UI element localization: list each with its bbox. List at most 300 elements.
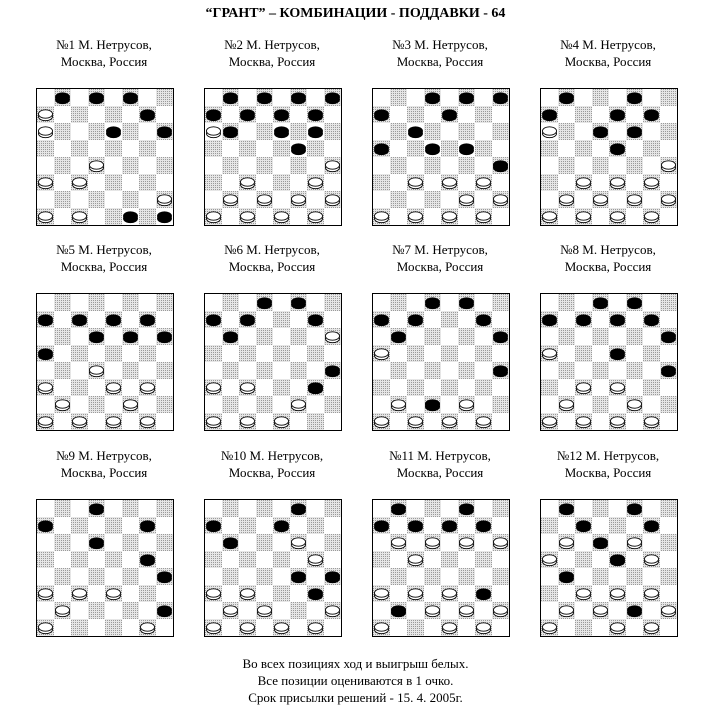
checkers-board [540,499,678,637]
light-square [290,619,307,636]
dark-square [475,345,492,362]
dark-square [458,157,475,174]
light-square [290,345,307,362]
white-checker-icon [494,195,508,206]
problem-label: №9 М. Нетрусов, [56,448,152,463]
white-checker-icon [124,400,138,411]
white-checker-icon [309,212,323,223]
dark-square [643,379,660,396]
dark-square [88,123,105,140]
light-square [626,413,643,430]
dark-square [475,551,492,568]
checkers-board [204,88,342,226]
light-square [71,568,88,585]
black-checker-icon [309,315,323,326]
dark-square [390,568,407,585]
dark-square [626,157,643,174]
light-square [239,328,256,345]
white-checker-icon [39,383,53,394]
black-checker-icon [124,332,138,343]
light-square [492,345,509,362]
light-square [71,328,88,345]
black-checker-icon [224,93,238,104]
light-square [492,379,509,396]
black-checker-icon [124,212,138,223]
light-square [558,208,575,225]
white-checker-icon [73,178,87,189]
dark-square [54,157,71,174]
light-square [156,379,173,396]
dark-square [239,140,256,157]
black-checker-icon [90,93,104,104]
white-checker-icon [39,212,53,223]
light-square [407,396,424,413]
light-square [122,311,139,328]
black-checker-icon [611,144,625,155]
white-checker-icon [409,212,423,223]
checkers-board [372,499,510,637]
light-square [88,619,105,636]
light-square [660,106,677,123]
light-square [54,208,71,225]
light-square [222,585,239,602]
black-checker-icon [141,315,155,326]
black-checker-icon [207,315,221,326]
black-checker-icon [460,504,474,515]
white-checker-icon [141,383,155,394]
light-square [256,585,273,602]
problem-label: №7 М. Нетрусов, [392,242,488,257]
light-square [273,157,290,174]
light-square [558,413,575,430]
light-square [575,534,592,551]
light-square [458,619,475,636]
light-square [139,362,156,379]
light-square [88,208,105,225]
dark-square [324,500,341,517]
white-checker-icon [207,127,221,138]
footer-line-1: Во всех позициях ход и выигрыш белых. [242,656,469,671]
dark-square [541,174,558,191]
black-checker-icon [326,572,340,583]
white-checker-icon [443,212,457,223]
dark-square [54,362,71,379]
light-square [390,551,407,568]
black-checker-icon [107,127,121,138]
light-square [592,140,609,157]
black-checker-icon [460,93,474,104]
dark-square [324,123,341,140]
dark-square [626,328,643,345]
white-checker-icon [443,589,457,600]
light-square [492,140,509,157]
dark-square [558,294,575,311]
dark-square [273,379,290,396]
black-checker-icon [375,521,389,532]
problem-place: Москва, Россия [396,259,484,274]
light-square [307,294,324,311]
light-square [441,362,458,379]
white-checker-icon [375,212,389,223]
light-square [222,174,239,191]
black-checker-icon [628,127,642,138]
dark-square [105,619,122,636]
white-checker-icon [662,606,676,617]
light-square [475,396,492,413]
light-square [324,208,341,225]
light-square [592,585,609,602]
light-square [239,294,256,311]
dark-square [71,345,88,362]
board-svg [37,294,173,430]
dark-square [407,619,424,636]
board-svg [205,89,341,225]
dark-square [54,500,71,517]
light-square [575,362,592,379]
black-checker-icon [73,315,87,326]
white-checker-icon [628,538,642,549]
light-square [407,328,424,345]
light-square [660,208,677,225]
white-checker-icon [645,555,659,566]
light-square [424,585,441,602]
light-square [643,294,660,311]
light-square [407,500,424,517]
light-square [205,362,222,379]
light-square [609,500,626,517]
problem-caption [523,447,693,481]
light-square [643,328,660,345]
light-square [626,517,643,534]
light-square [105,191,122,208]
light-square [37,157,54,174]
dark-square [407,379,424,396]
light-square [54,379,71,396]
light-square [37,602,54,619]
white-checker-icon [292,538,306,549]
black-checker-icon [207,521,221,532]
light-square [139,500,156,517]
light-square [71,362,88,379]
white-checker-icon [426,538,440,549]
light-square [407,568,424,585]
black-checker-icon [292,93,306,104]
light-square [273,191,290,208]
problem-place: Москва, Россия [60,54,148,69]
light-square [239,123,256,140]
light-square [256,208,273,225]
light-square [475,294,492,311]
dark-square [307,345,324,362]
black-checker-icon [141,555,155,566]
white-checker-icon [39,127,53,138]
light-square [139,568,156,585]
light-square [541,534,558,551]
dark-square [307,517,324,534]
black-checker-icon [39,521,53,532]
problem-caption [355,447,525,481]
dark-square [424,157,441,174]
light-square [390,208,407,225]
light-square [373,191,390,208]
light-square [290,551,307,568]
black-checker-icon [477,521,491,532]
dark-square [122,191,139,208]
white-checker-icon [39,110,53,121]
light-square [256,311,273,328]
black-checker-icon [628,606,642,617]
light-square [390,345,407,362]
board-svg [205,294,341,430]
dark-square [458,123,475,140]
light-square [54,585,71,602]
light-square [407,89,424,106]
dark-square [390,123,407,140]
checkers-board [540,293,678,431]
black-checker-icon [158,606,172,617]
light-square [37,328,54,345]
black-checker-icon [409,315,423,326]
black-checker-icon [662,332,676,343]
light-square [424,379,441,396]
dark-square [407,140,424,157]
light-square [205,191,222,208]
light-square [256,619,273,636]
black-checker-icon [628,504,642,515]
white-checker-icon [309,623,323,634]
light-square [475,568,492,585]
dark-square [441,379,458,396]
problem-caption [523,36,693,70]
light-square [424,619,441,636]
light-square [643,534,660,551]
light-square [660,379,677,396]
light-square [492,619,509,636]
dark-square [424,191,441,208]
light-square [205,500,222,517]
white-checker-icon [141,623,155,634]
light-square [256,379,273,396]
white-checker-icon [258,195,272,206]
dark-square [558,123,575,140]
light-square [475,328,492,345]
white-checker-icon [645,212,659,223]
light-square [156,517,173,534]
light-square [324,619,341,636]
white-checker-icon [645,623,659,634]
black-checker-icon [309,383,323,394]
light-square [660,619,677,636]
black-checker-icon [611,555,625,566]
light-square [273,568,290,585]
light-square [222,208,239,225]
white-checker-icon [241,623,255,634]
light-square [256,106,273,123]
light-square [660,517,677,534]
light-square [441,123,458,140]
black-checker-icon [158,572,172,583]
white-checker-icon [241,383,255,394]
light-square [105,534,122,551]
light-square [139,157,156,174]
black-checker-icon [543,315,557,326]
white-checker-icon [39,178,53,189]
white-checker-icon [275,212,289,223]
light-square [458,413,475,430]
light-square [609,294,626,311]
black-checker-icon [90,504,104,515]
white-checker-icon [107,383,121,394]
dark-square [222,396,239,413]
problem-place: Москва, Россия [228,259,316,274]
dark-square [54,123,71,140]
black-checker-icon [426,400,440,411]
light-square [54,140,71,157]
light-square [273,294,290,311]
light-square [643,157,660,174]
black-checker-icon [611,349,625,360]
black-checker-icon [224,538,238,549]
light-square [105,89,122,106]
light-square [205,534,222,551]
black-checker-icon [141,110,155,121]
light-square [660,413,677,430]
black-checker-icon [241,315,255,326]
light-square [71,500,88,517]
black-checker-icon [158,127,172,138]
light-square [424,413,441,430]
light-square [156,619,173,636]
problem-caption [187,447,357,481]
dark-square [256,500,273,517]
black-checker-icon [543,110,557,121]
light-square [475,191,492,208]
dark-square [424,362,441,379]
dark-square [105,517,122,534]
light-square [273,534,290,551]
light-square [88,174,105,191]
white-checker-icon [577,212,591,223]
light-square [290,379,307,396]
light-square [424,106,441,123]
light-square [205,396,222,413]
light-square [609,602,626,619]
light-square [54,619,71,636]
light-square [239,602,256,619]
dark-square [373,379,390,396]
light-square [139,294,156,311]
light-square [54,106,71,123]
white-checker-icon [645,417,659,428]
dark-square [256,157,273,174]
light-square [592,208,609,225]
white-checker-icon [207,589,221,600]
light-square [390,174,407,191]
white-checker-icon [560,195,574,206]
black-checker-icon [56,93,70,104]
light-square [222,379,239,396]
dark-square [592,157,609,174]
dark-square [575,106,592,123]
light-square [222,345,239,362]
light-square [541,500,558,517]
light-square [222,140,239,157]
white-checker-icon [477,212,491,223]
light-square [541,328,558,345]
light-square [575,328,592,345]
dark-square [324,294,341,311]
light-square [390,311,407,328]
dark-square [156,534,173,551]
white-checker-icon [477,417,491,428]
black-checker-icon [292,298,306,309]
dark-square [139,585,156,602]
light-square [156,413,173,430]
dark-square [609,517,626,534]
light-square [643,602,660,619]
light-square [205,157,222,174]
light-square [139,89,156,106]
black-checker-icon [594,127,608,138]
dark-square [558,362,575,379]
white-checker-icon [611,417,625,428]
white-checker-icon [326,195,340,206]
white-checker-icon [107,417,121,428]
light-square [88,345,105,362]
black-checker-icon [309,110,323,121]
white-checker-icon [107,589,121,600]
white-checker-icon [577,589,591,600]
dark-square [441,551,458,568]
dark-square [458,568,475,585]
black-checker-icon [90,332,104,343]
light-square [558,345,575,362]
light-square [541,157,558,174]
footer-line-3: Срок присылки решений - 15. 4. 2005г. [248,690,463,705]
light-square [307,396,324,413]
dark-square [424,328,441,345]
white-checker-icon [560,400,574,411]
light-square [643,500,660,517]
light-square [626,106,643,123]
light-square [122,551,139,568]
black-checker-icon [39,349,53,360]
white-checker-icon [241,178,255,189]
black-checker-icon [560,504,574,515]
light-square [324,585,341,602]
light-square [71,602,88,619]
checkers-board [204,499,342,637]
dark-square [626,568,643,585]
light-square [324,551,341,568]
light-square [592,517,609,534]
white-checker-icon [409,589,423,600]
light-square [156,585,173,602]
light-square [609,534,626,551]
light-square [307,89,324,106]
light-square [290,106,307,123]
white-checker-icon [275,417,289,428]
dark-square [390,294,407,311]
white-checker-icon [611,383,625,394]
dark-square [122,568,139,585]
light-square [441,534,458,551]
board-svg [373,500,509,636]
light-square [256,345,273,362]
light-square [458,551,475,568]
footer-line-2: Все позиции оцениваются в 1 очко. [257,673,454,688]
dark-square [390,157,407,174]
